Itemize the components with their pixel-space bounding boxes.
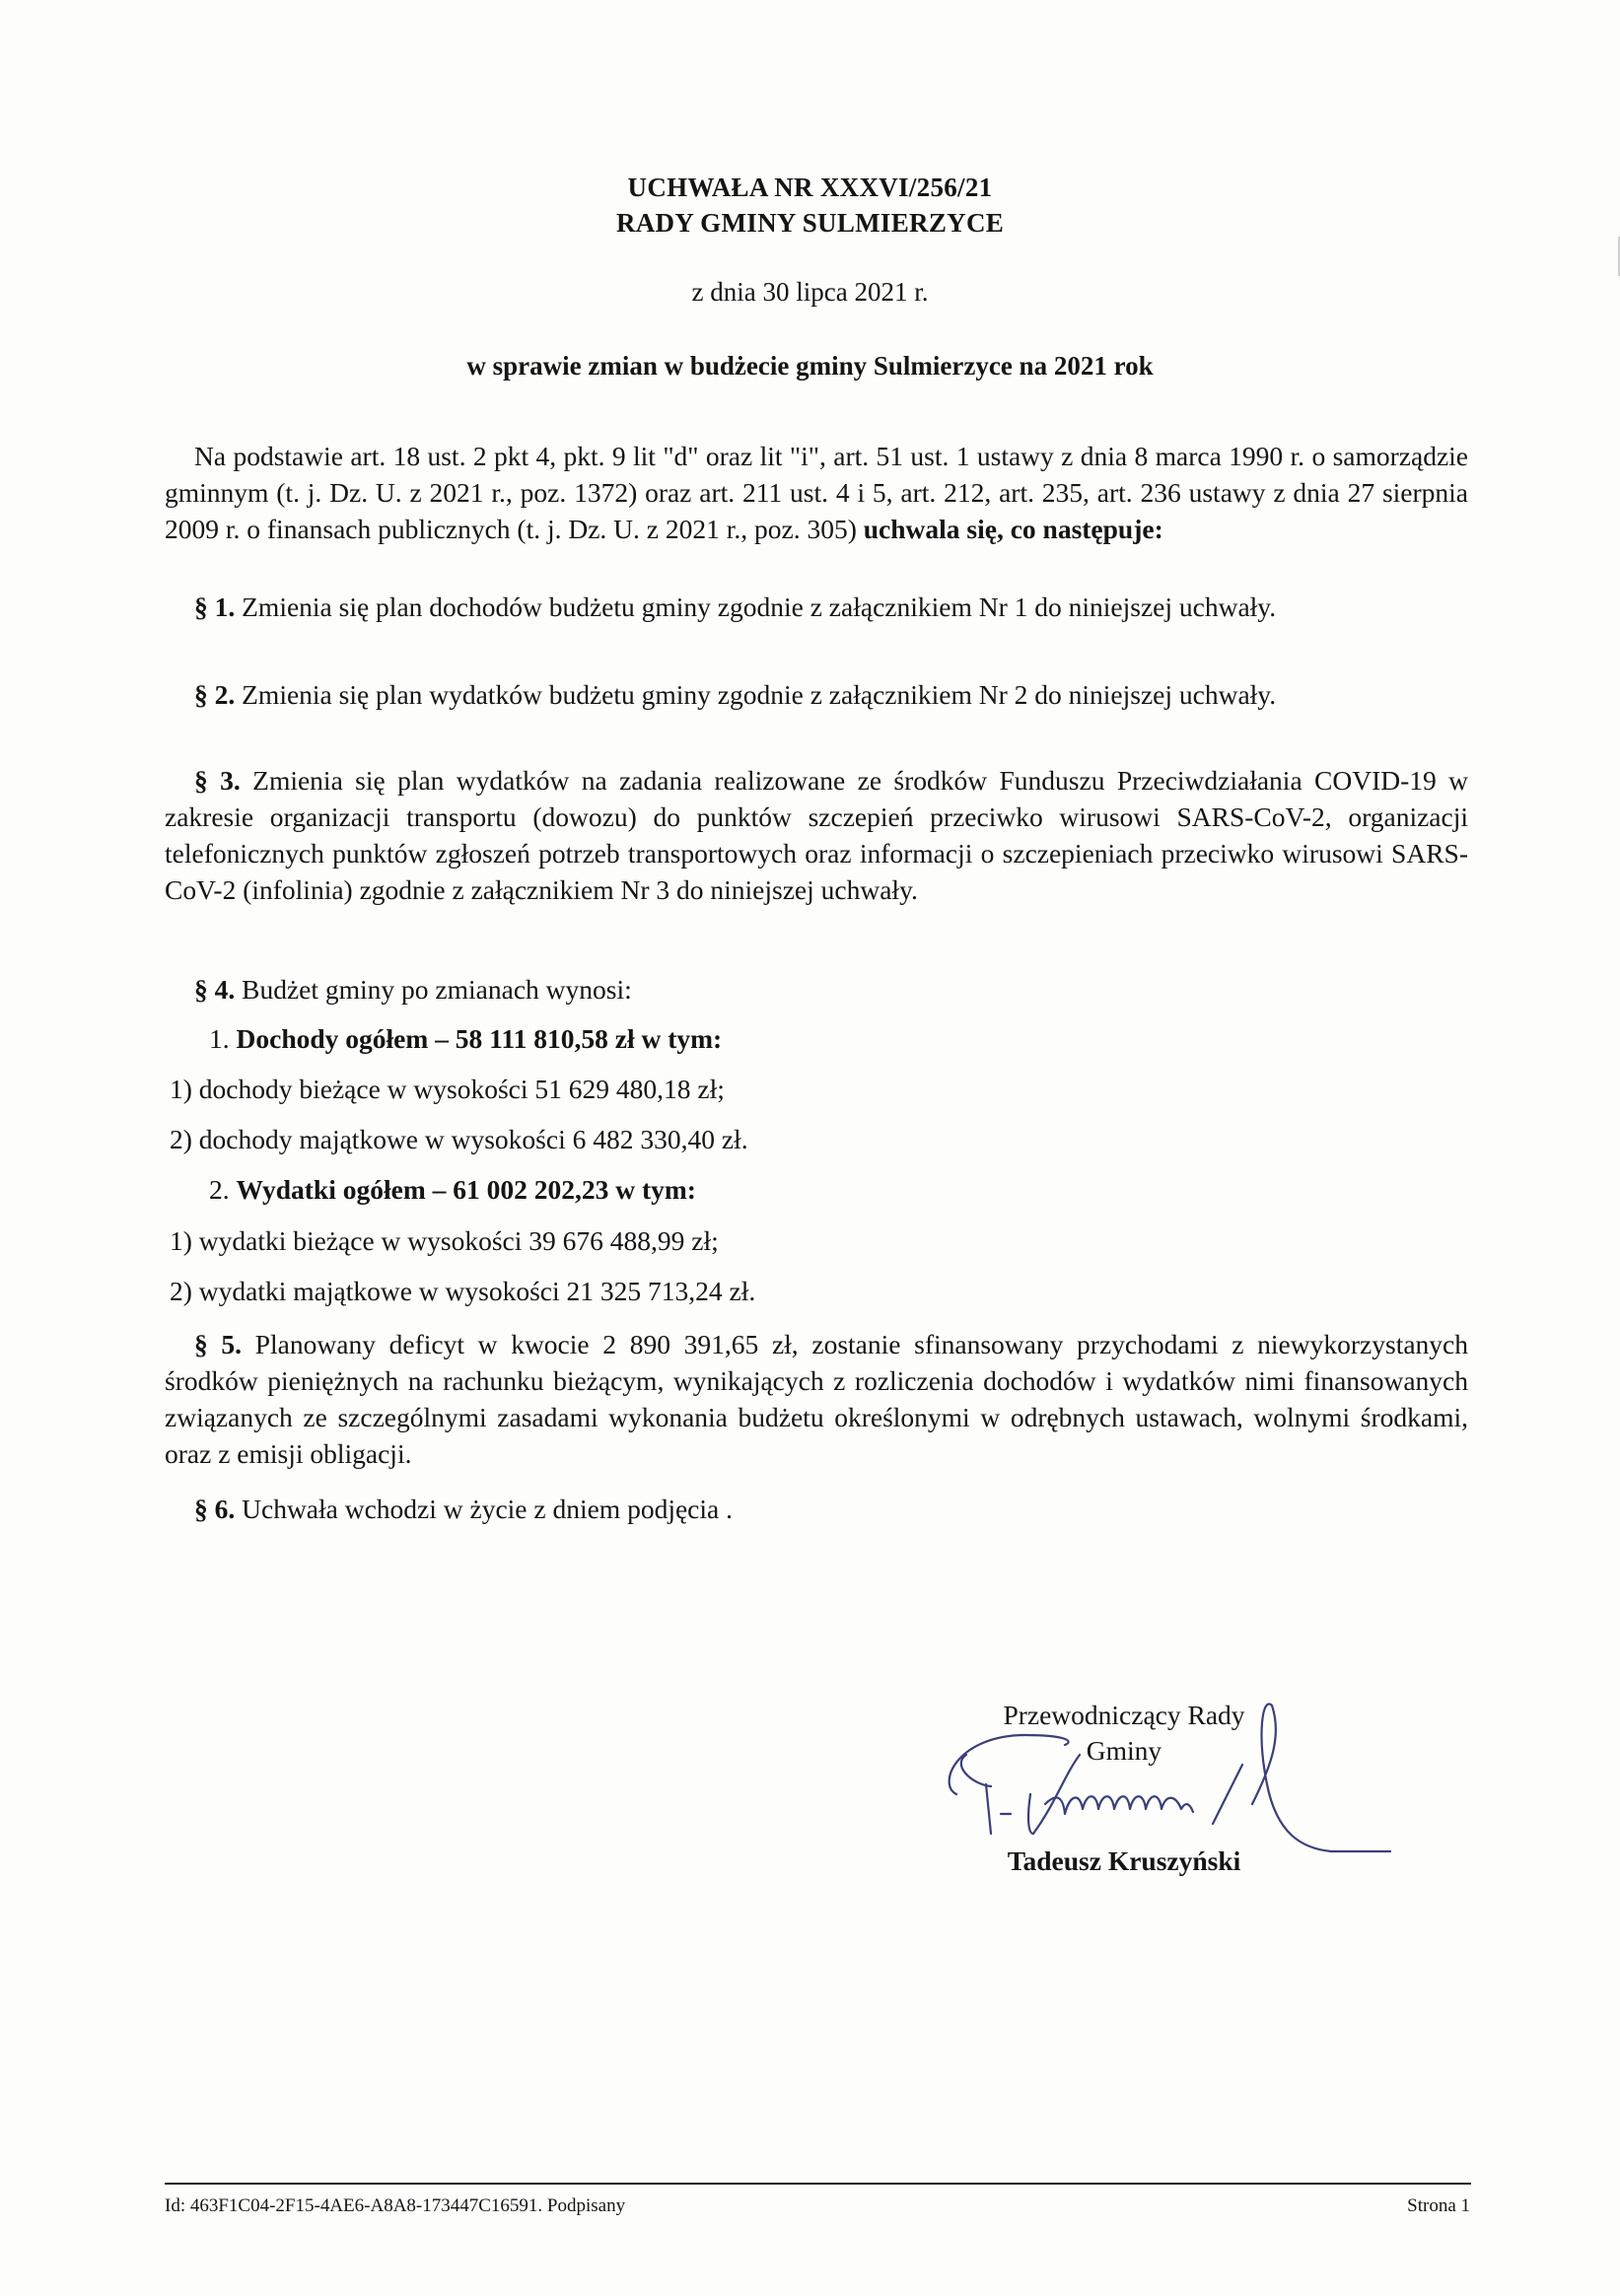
page-number: Strona 1 bbox=[1407, 2195, 1470, 2216]
income-number: 1. bbox=[209, 1023, 230, 1054]
paragraph-text: Zmienia się plan wydatków budżetu gminy zgodnie z załącznikiem Nr 2 do niniejszej uchwały. bbox=[235, 679, 1277, 710]
paragraph-mark: § 3. bbox=[194, 765, 241, 796]
resolution-date: z dnia 30 lipca 2021 r. bbox=[691, 277, 929, 307]
preamble bbox=[165, 438, 1468, 547]
expenses-number: 2. bbox=[209, 1174, 230, 1205]
resolution-title bbox=[0, 170, 1620, 241]
paragraph-text: Planowany deficyt w kwocie 2 890 391,65 zł, zostanie sfinansowany przychodami z niewykorzystanych środków pieniężnych na rachunku bieżącym, wynikających z rozliczenia dochodów i wydatków nimi finansowanych związanych ze szczególnymi zasadami wykonania budżetu określonymi w odrębnych ustawach, wolnymi środkami, oraz z emisji obligacji. bbox=[165, 1329, 1468, 1469]
signer-role-line-2: Gminy bbox=[1086, 1735, 1162, 1766]
expenses-heading: Wydatki ogółem – 61 002 202,23 w tym: bbox=[236, 1174, 696, 1205]
income-heading: Dochody ogółem – 58 111 810,58 zł w tym: bbox=[236, 1023, 723, 1054]
handwritten-signature-icon bbox=[917, 1676, 1430, 1873]
income-total bbox=[209, 1020, 722, 1057]
paragraph-3 bbox=[165, 762, 1468, 908]
expenses-property: 2) wydatki majątkowe w wysokości 21 325 713,24 zł. bbox=[170, 1276, 756, 1306]
title-line-2: RADY GMINY SULMIERZYCE bbox=[615, 208, 1005, 238]
income-property: 2) dochody majątkowe w wysokości 6 482 330,40 zł. bbox=[170, 1124, 748, 1154]
paragraph-6 bbox=[165, 1491, 1468, 1527]
resolution-subject: w sprawie zmian w budżecie gminy Sulmierzyce na 2021 rok bbox=[466, 351, 1154, 381]
title-line-1: UCHWAŁA NR XXXVI/256/21 bbox=[627, 173, 993, 202]
paragraph-1 bbox=[165, 589, 1468, 625]
paragraph-text: Uchwała wchodzi w życie z dniem podjęcia . bbox=[235, 1494, 733, 1524]
signature-strokes bbox=[950, 1704, 1390, 1851]
paragraph-5 bbox=[165, 1326, 1468, 1472]
footer-divider bbox=[165, 2183, 1471, 2185]
signer-role-line-1: Przewodniczący Rady bbox=[1003, 1700, 1245, 1730]
paragraph-mark: § 5. bbox=[194, 1329, 243, 1359]
signer-name: Tadeusz Kruszyński bbox=[1007, 1845, 1241, 1876]
expenses-total bbox=[209, 1171, 696, 1208]
paragraph-mark: § 1. bbox=[194, 591, 236, 622]
income-current: 1) dochody bieżące w wysokości 51 629 480,18 zł; bbox=[170, 1074, 725, 1104]
paragraph-4 bbox=[165, 971, 1468, 1008]
paragraph-text: Zmienia się plan dochodów budżetu gminy zgodnie z załącznikiem Nr 1 do niniejszej uchwały. bbox=[235, 591, 1277, 622]
paragraph-text: Budżet gminy po zmianach wynosi: bbox=[235, 974, 632, 1005]
preamble-text: Na podstawie art. 18 ust. 2 pkt 4, pkt. 9 lit "d" oraz lit "i", art. 51 ust. 1 ustawy z dnia 8 marca 1990 r. o samorządzie gminnym (t. j. Dz. U. z 2021 r., poz. 1372) oraz art. 211 ust. 4 i 5, art. 212, art. 235, art. 236 ustawy z dnia 27 sierpnia 2009 r. o finansach publicznych (t. j. Dz. U. z 2021 r., poz. 305) bbox=[165, 441, 1468, 544]
expenses-current: 1) wydatki bieżące w wysokości 39 676 488,99 zł; bbox=[170, 1225, 719, 1256]
paragraph-mark: § 6. bbox=[194, 1494, 236, 1524]
preamble-bold-tail: uchwala się, co następuje: bbox=[863, 514, 1163, 544]
document-id: Id: 463F1C04-2F15-4AE6-A8A8-173447C16591. Podpisany bbox=[165, 2195, 626, 2216]
paragraph-2 bbox=[165, 676, 1468, 713]
paragraph-text: Zmienia się plan wydatków na zadania realizowane ze środków Funduszu Przeciwdziałania COVID-19 w zakresie organizacji transportu (dowozu) do punktów szczepień przeciwko wirusowi SARS-CoV-2, organizacji telefonicznych punktów zgłoszeń potrzeb transportowych oraz informacji o szczepieniach przeciwko wirusowi SARS-CoV-2 (infolinia) zgodnie z załącznikiem Nr 3 do niniejszej uchwały. bbox=[165, 765, 1468, 905]
paragraph-mark: § 2. bbox=[194, 679, 236, 710]
paragraph-mark: § 4. bbox=[194, 974, 236, 1005]
